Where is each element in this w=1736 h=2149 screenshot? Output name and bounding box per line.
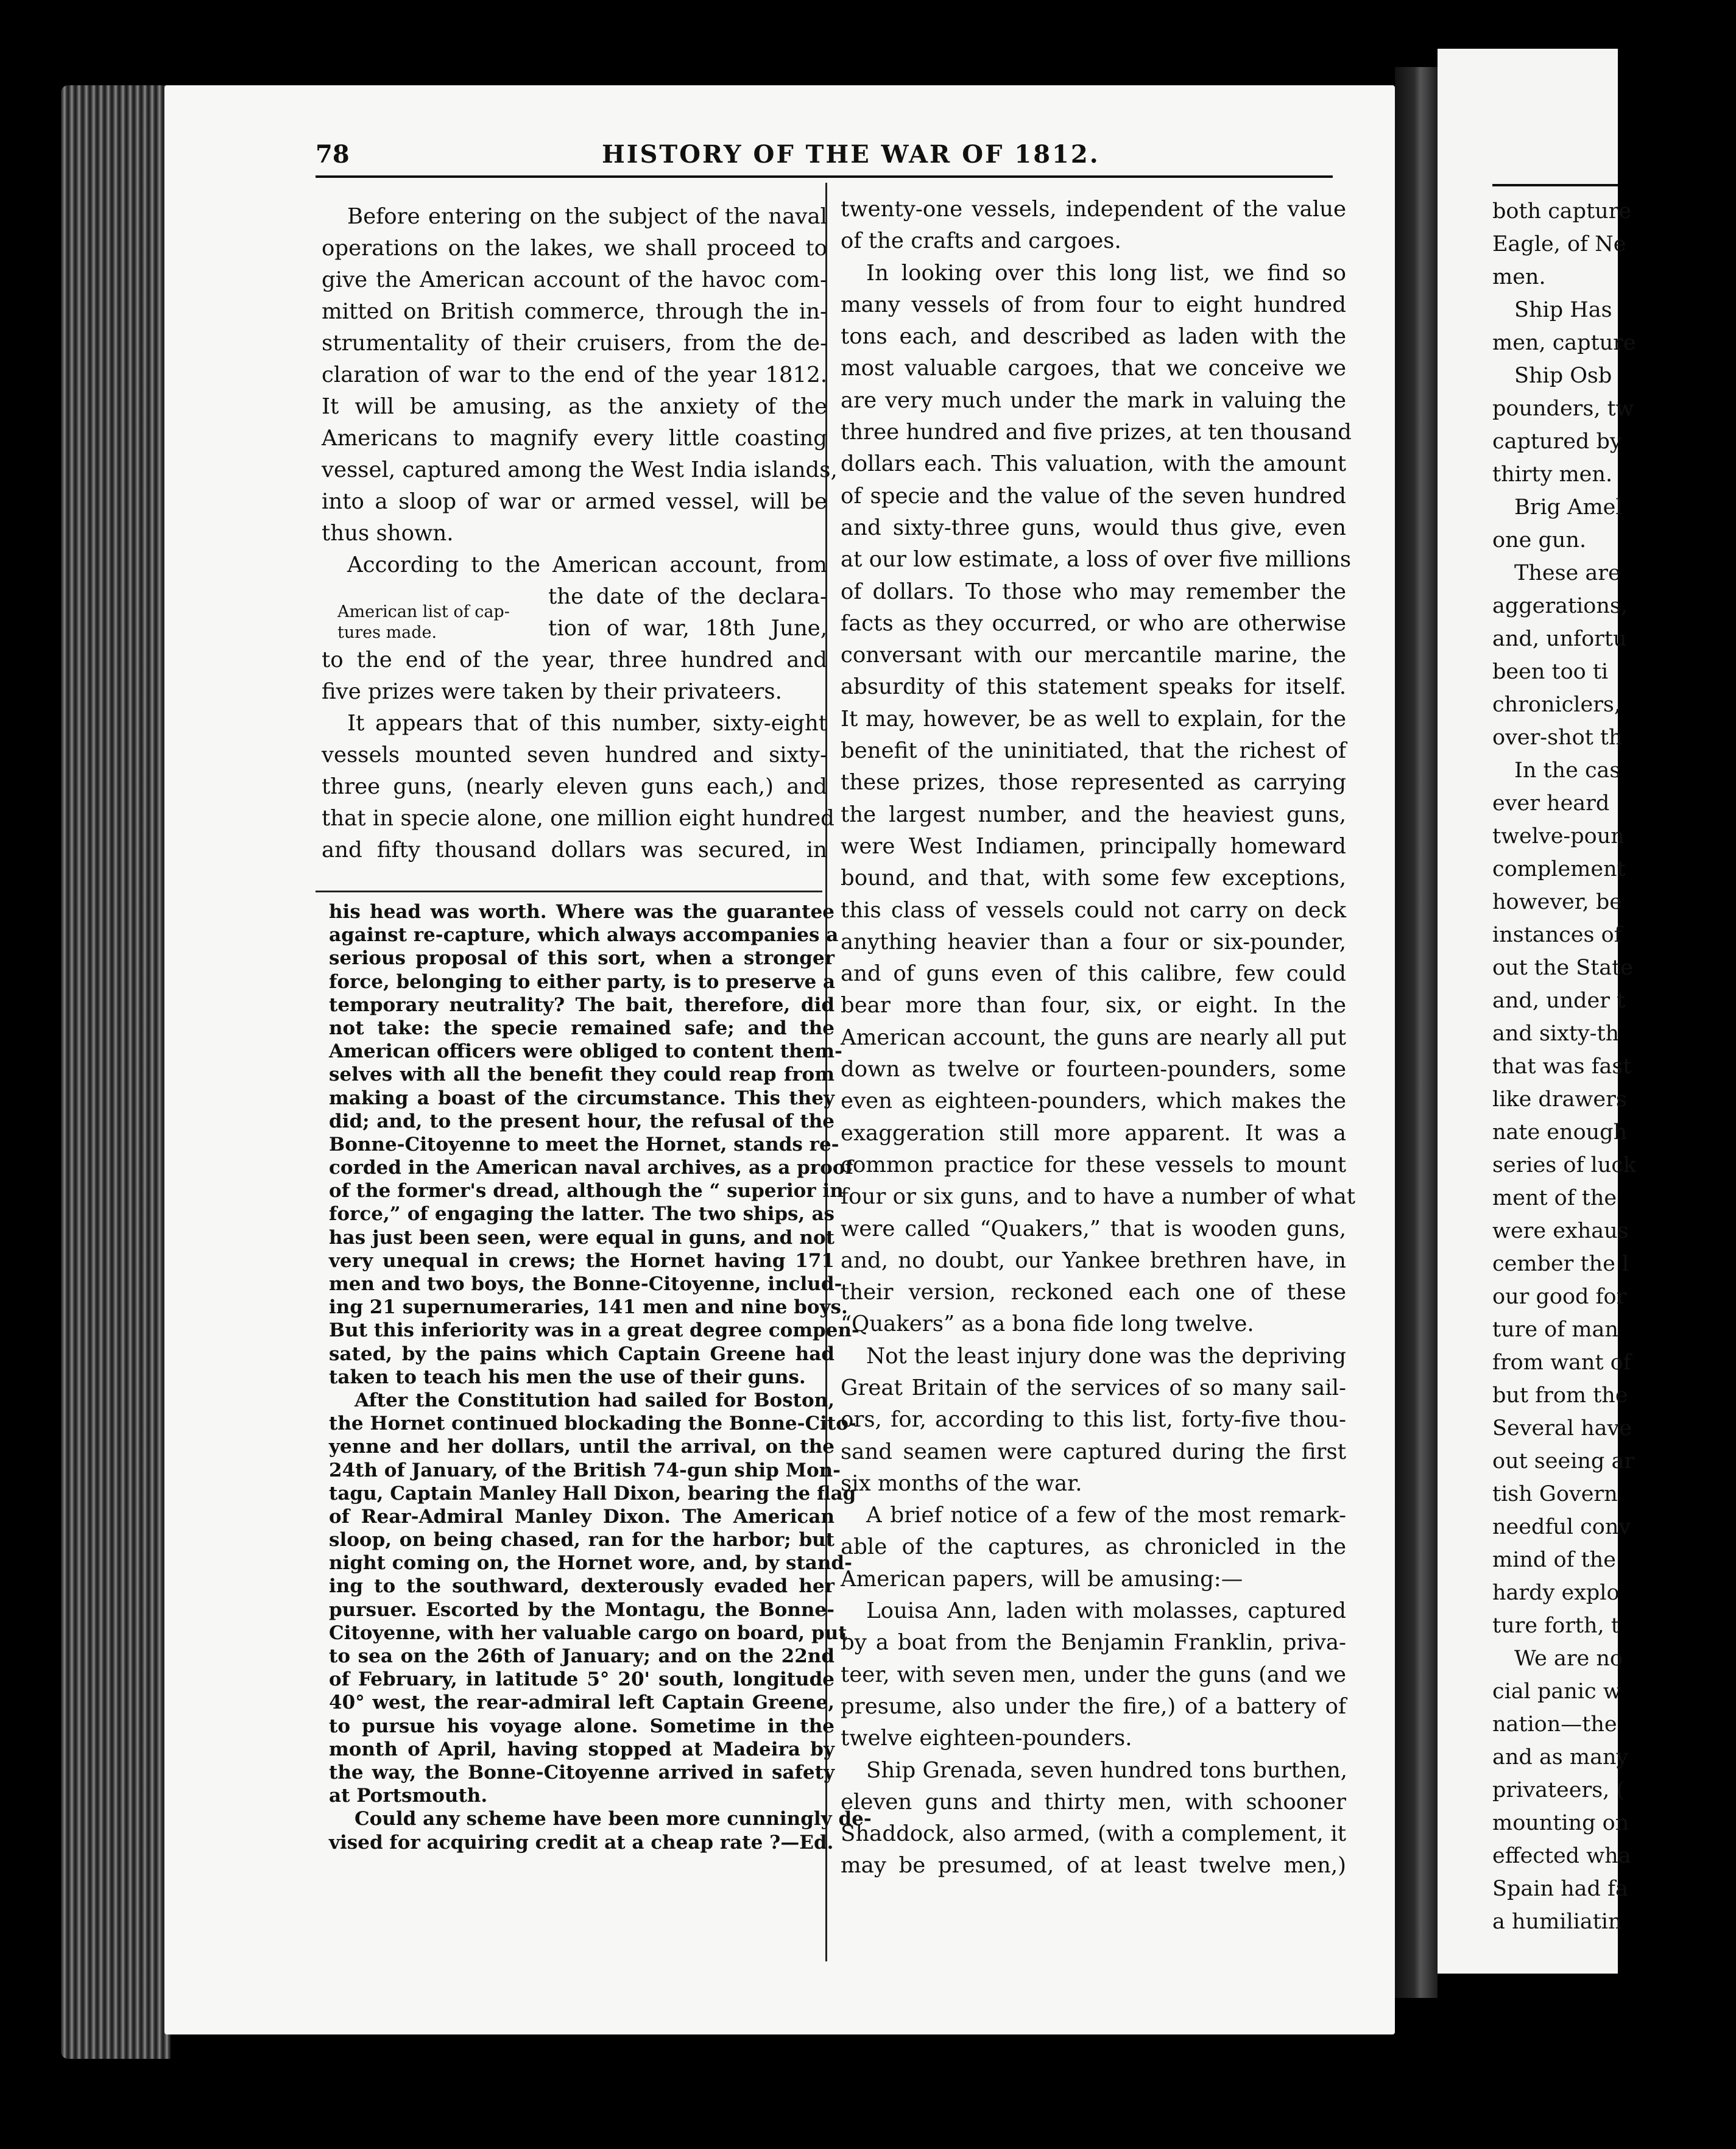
- text-line: were West Indiamen, principally homeward: [841, 833, 1346, 859]
- text-line: selves with all the benefit they could reap from: [329, 1064, 834, 1086]
- text-line: ors, for, according to this list, forty-five thou-: [841, 1407, 1346, 1433]
- text-line: and fifty thousand dollars was secured, in: [322, 838, 827, 863]
- text-line: Spain had fa: [1492, 1877, 1628, 1901]
- facing-page-text: [1492, 195, 1736, 1938]
- page-header: [316, 140, 1333, 177]
- text-line: 40° west, the rear-admiral left Captain Greene,: [329, 1692, 834, 1714]
- text-line: out the State: [1492, 956, 1633, 980]
- text-line: In looking over this long list, we find so: [866, 260, 1346, 286]
- text-line: and as many: [1492, 1745, 1629, 1770]
- text-line: three guns, (nearly eleven guns each,) and: [322, 774, 827, 799]
- text-line: vised for acquiring credit at a cheap rate ?—Ed.: [329, 1831, 834, 1854]
- text-line: captured by: [1492, 429, 1622, 454]
- facing-page-fragment: [1438, 49, 1637, 1974]
- text-line: four or six guns, and to have a number of what: [841, 1184, 1356, 1210]
- text-line: tish Govern: [1492, 1482, 1618, 1506]
- text-line: one gun.: [1492, 528, 1587, 552]
- text-line: complement: [1492, 857, 1626, 881]
- text-line: his head was worth. Where was the guarantee: [329, 901, 834, 923]
- text-line: night coming on, the Hornet wore, and, by stand-: [329, 1552, 852, 1575]
- margin-note-line: tures made.: [337, 623, 437, 642]
- text-line: sloop, on being chased, ran for the harbor; but: [329, 1529, 834, 1551]
- text-line: It will be amusing, as the anxiety of the: [322, 394, 827, 419]
- text-line: sand seamen were captured during the first: [841, 1439, 1346, 1464]
- text-line: ing 21 supernumeraries, 141 men and nine boys.: [329, 1296, 848, 1319]
- text-line: ever heard: [1492, 791, 1610, 816]
- text-line: We are no: [1514, 1646, 1623, 1671]
- text-line: were called “Quakers,” that is wooden guns,: [841, 1216, 1346, 1241]
- text-line: These are: [1514, 561, 1621, 585]
- text-line: over-shot th: [1492, 725, 1623, 750]
- text-line: their version, reckoned each one of these: [841, 1280, 1346, 1305]
- text-line: of dollars. To those who may remember the: [841, 579, 1346, 604]
- text-line: ment of the: [1492, 1186, 1617, 1210]
- text-line: bound, and that, with some few exceptions,: [841, 866, 1346, 891]
- text-line: tion of war, 18th June,: [548, 616, 827, 641]
- text-line: ing to the southward, dexterously evaded her: [329, 1575, 834, 1598]
- text-line: able of the captures, as chronicled in the: [841, 1534, 1346, 1560]
- text-line: like drawers: [1492, 1087, 1627, 1112]
- book-gutter: [1395, 67, 1438, 1998]
- text-line: against re-capture, which always accompanies a: [329, 924, 839, 947]
- text-line: temporary neutrality? The bait, therefore, did: [329, 993, 834, 1016]
- margin-note-line: American list of cap-: [337, 602, 510, 621]
- text-line: nation—the: [1492, 1712, 1617, 1737]
- text-line: sated, by the pains which Captain Greene had: [329, 1343, 834, 1365]
- text-line: mounting on: [1492, 1811, 1629, 1835]
- text-line: thirty men.: [1492, 462, 1613, 487]
- text-line: been too ti: [1492, 660, 1609, 684]
- text-line: presume, also under the fire,) of a battery of: [841, 1693, 1346, 1719]
- text-line: American account, the guns are nearly all put: [841, 1025, 1346, 1050]
- text-line: anything heavier than a four or six-pounder,: [841, 929, 1346, 955]
- text-line: may be presumed, of at least twelve men,): [841, 1853, 1346, 1879]
- text-line: Not the least injury done was the depriving: [866, 1343, 1346, 1369]
- text-line: out seeing ar: [1492, 1449, 1635, 1473]
- text-line: Several have: [1492, 1416, 1632, 1441]
- left-column: [322, 201, 838, 866]
- text-line: twelve eighteen-pounders.: [841, 1726, 1132, 1751]
- text-line: vessels mounted seven hundred and sixty-: [322, 743, 827, 767]
- text-line: cember the l: [1492, 1252, 1629, 1276]
- paragraph: [322, 644, 827, 708]
- text-line: and sixty-th: [1492, 1022, 1620, 1046]
- text-line: the date of the declara-: [548, 584, 827, 609]
- text-line: men.: [1492, 265, 1546, 289]
- text-line: that in specie alone, one million eight hundred: [322, 806, 834, 831]
- text-line: needful conv: [1492, 1515, 1631, 1539]
- text-line: five prizes were taken by their privateers.: [322, 679, 782, 704]
- paragraph-fragment: [548, 581, 827, 644]
- text-line: It may, however, be as well to explain, for the: [841, 706, 1346, 732]
- paragraph: [322, 201, 838, 549]
- text-line: privateers, (: [1492, 1778, 1625, 1802]
- text-line: at Portsmouth.: [329, 1785, 488, 1807]
- text-line: these prizes, those represented as carrying: [841, 770, 1346, 796]
- header-rule: [316, 175, 1333, 178]
- text-line: making a boast of the circumstance. This they: [329, 1087, 834, 1109]
- sidenote-row: [322, 581, 827, 644]
- text-line: taken to teach his men the use of their guns.: [329, 1366, 806, 1388]
- text-line: most valuable cargoes, that we conceive we: [841, 356, 1346, 381]
- text-line: twelve-poun: [1492, 824, 1625, 849]
- text-line: yenne and her dollars, until the arrival, on the: [329, 1436, 834, 1458]
- text-line: of Rear-Admiral Manley Dixon. The American: [329, 1505, 834, 1528]
- text-line: serious proposal of this sort, when a stronger: [329, 947, 834, 970]
- text-line: Great Britain of the services of so many sail-: [841, 1375, 1346, 1400]
- text-line: down as twelve or fourteen-pounders, some: [841, 1057, 1346, 1082]
- text-line: Brig Amel: [1514, 495, 1623, 520]
- text-line: series of luck: [1492, 1153, 1637, 1177]
- text-line: month of April, having stopped at Madeira by: [329, 1738, 834, 1760]
- text-line: absurdity of this statement speaks for itself.: [841, 674, 1346, 700]
- text-line: aggerations,: [1492, 594, 1628, 618]
- text-line: that was fast: [1492, 1054, 1632, 1079]
- book-page-edges: [61, 85, 171, 2059]
- text-line: six months of the war.: [841, 1470, 1082, 1496]
- text-line: at our low estimate, a loss of over five millions: [841, 547, 1352, 573]
- text-line: effected wha: [1492, 1844, 1631, 1868]
- footnote-rule: [316, 891, 822, 892]
- text-line: mind of the: [1492, 1548, 1616, 1572]
- text-line: Ship Has: [1514, 298, 1612, 322]
- text-line: tons each, and described as laden with the: [841, 324, 1346, 350]
- text-line: a humiliatin: [1492, 1910, 1622, 1934]
- text-line: however, be: [1492, 890, 1623, 914]
- text-line: conversant with our mercantile marine, the: [841, 643, 1346, 668]
- paragraph: [322, 708, 834, 866]
- text-line: operations on the lakes, we shall proceed to: [322, 236, 827, 261]
- text-line: and, unfortu: [1492, 627, 1627, 651]
- text-line: bear more than four, six, or eight. In the: [841, 993, 1346, 1018]
- text-line: Shaddock, also armed, (with a complement, it: [841, 1821, 1346, 1847]
- text-line: American officers were obliged to content them-: [329, 1040, 842, 1063]
- text-line: three hundred and five prizes, at ten thousand: [841, 420, 1352, 445]
- text-line: facts as they occurred, or who are otherwise: [841, 610, 1346, 636]
- text-line: It appears that of this number, sixty-eight: [347, 711, 827, 736]
- text-line: did; and, to the present hour, the refusal of the: [329, 1110, 834, 1132]
- text-line: even as eighteen-pounders, which makes the: [841, 1089, 1346, 1114]
- text-line: Before entering on the subject of the naval: [347, 204, 827, 229]
- text-line: According to the American account, from: [347, 552, 827, 577]
- footnote: [329, 900, 872, 1854]
- text-line: give the American account of the havoc com-: [322, 267, 827, 292]
- text-line: Bonne-Citoyenne to meet the Hornet, stands re-: [329, 1133, 839, 1156]
- text-line: this class of vessels could not carry on deck: [841, 897, 1346, 923]
- text-line: but from the: [1492, 1383, 1628, 1408]
- text-line: instances of: [1492, 923, 1622, 947]
- text-line: force,” of engaging the latter. The two ships, as: [329, 1203, 834, 1226]
- text-line: of February, in latitude 5° 20' south, longitude: [329, 1668, 834, 1691]
- margin-note: [322, 581, 548, 643]
- text-line: of the crafts and cargoes.: [841, 228, 1121, 254]
- text-line: eleven guns and thirty men, with schooner: [841, 1789, 1346, 1815]
- facing-header-rule: [1492, 184, 1618, 186]
- page-number: 78: [316, 140, 350, 169]
- text-line: and, under t: [1492, 989, 1626, 1013]
- text-line: In the cas: [1514, 758, 1621, 783]
- text-line: 24th of January, of the British 74-gun ship Mon-: [329, 1459, 841, 1481]
- text-line: mitted on British commerce, through the in-: [322, 299, 827, 324]
- text-line: and sixty-three guns, would thus give, even: [841, 515, 1346, 540]
- text-line: ture of man: [1492, 1318, 1618, 1342]
- text-line: chroniclers,: [1492, 693, 1621, 717]
- text-line: has just been seen, were equal in guns, and not: [329, 1226, 834, 1249]
- text-line: from want of: [1492, 1350, 1631, 1375]
- text-line: thus shown.: [322, 521, 454, 546]
- text-line: of the former's dread, although the “ superior in: [329, 1180, 844, 1202]
- text-line: dollars each. This valuation, with the amount: [841, 451, 1346, 477]
- text-line: vessel, captured among the West India islands,: [322, 457, 838, 482]
- text-line: both capture: [1492, 199, 1632, 224]
- text-line: common practice for these vessels to mount: [841, 1152, 1346, 1177]
- text-line: to the end of the year, three hundred and: [322, 648, 827, 672]
- text-line: teer, with seven men, under the guns (and we: [841, 1662, 1346, 1687]
- text-line: Louisa Ann, laden with molasses, captured: [866, 1598, 1346, 1624]
- text-line: into a sloop of war or armed vessel, will be: [322, 489, 827, 514]
- text-line: the largest number, and the heaviest guns,: [841, 802, 1346, 827]
- text-line: cial panic w: [1492, 1679, 1621, 1704]
- text-line: After the Constitution had sailed for Boston,: [355, 1389, 834, 1411]
- text-line: Americans to magnify every little coasting: [322, 426, 827, 451]
- text-line: Ship Osb: [1514, 364, 1612, 388]
- text-line: pursuer. Escorted by the Montagu, the Bonne-: [329, 1598, 834, 1621]
- text-line: force, belonging to either party, is to preserve a: [329, 970, 836, 993]
- text-line: Citoyenne, with her valuable cargo on board, put: [329, 1621, 847, 1644]
- text-line: strumentality of their cruisers, from the de-: [322, 331, 827, 356]
- text-line: benefit of the uninitiated, that the richest of: [841, 738, 1346, 764]
- text-line: But this inferiority was in a great degree compen-: [329, 1319, 859, 1342]
- running-title: HISTORY OF THE WAR OF 1812.: [602, 140, 1100, 169]
- text-line: hardy explo: [1492, 1581, 1620, 1605]
- text-line: were exhaus: [1492, 1219, 1629, 1243]
- text-line: and of guns even of this calibre, few could: [841, 961, 1346, 987]
- text-line: A brief notice of a few of the most remark-: [866, 1503, 1346, 1528]
- text-line: Could any scheme have been more cunningly de-: [355, 1808, 872, 1830]
- text-line: to pursue his voyage alone. Sometime in the: [329, 1715, 834, 1737]
- text-line: men, capture: [1492, 331, 1636, 355]
- text-line: pounders, tw: [1492, 397, 1634, 421]
- right-column: [841, 194, 1356, 1882]
- text-line: many vessels of from four to eight hundred: [841, 292, 1346, 317]
- text-line: our good for: [1492, 1285, 1627, 1309]
- text-line: exaggeration still more apparent. It was a: [841, 1120, 1346, 1146]
- text-line: are very much under the mark in valuing the: [841, 387, 1346, 413]
- text-line: not take: the specie remained safe; and the: [329, 1017, 834, 1039]
- text-line: by a boat from the Benjamin Franklin, priva-: [841, 1630, 1346, 1656]
- text-line: tagu, Captain Manley Hall Dixon, bearing the flag: [329, 1482, 856, 1505]
- text-line: Eagle, of Ne: [1492, 232, 1626, 256]
- text-line: “Quakers” as a bona fide long twelve.: [841, 1311, 1254, 1337]
- text-line: to sea on the 26th of January; and on the 22nd: [329, 1645, 834, 1667]
- text-line: American papers, will be amusing:—: [841, 1566, 1243, 1592]
- text-line: twenty-one vessels, independent of the value: [841, 197, 1346, 222]
- text-line: men and two boys, the Bonne-Citoyenne, includ-: [329, 1273, 842, 1295]
- text-line: ture forth, t: [1492, 1614, 1620, 1638]
- text-line: and, no doubt, our Yankee brethren have, in: [841, 1247, 1346, 1273]
- text-line: corded in the American naval archives, as a proof: [329, 1157, 853, 1179]
- text-line: of specie and the value of the seven hundred: [841, 483, 1346, 509]
- text-line: nate enough: [1492, 1120, 1628, 1145]
- text-line: the way, the Bonne-Citoyenne arrived in safety: [329, 1761, 834, 1784]
- text-line: claration of war to the end of the year 1812.: [322, 362, 827, 387]
- text-line: Ship Grenada, seven hundred tons burthen,: [866, 1757, 1347, 1783]
- text-line: the Hornet continued blockading the Bonne-Cito-: [329, 1413, 856, 1435]
- text-line: very unequal in crews; the Hornet having 171: [329, 1249, 834, 1272]
